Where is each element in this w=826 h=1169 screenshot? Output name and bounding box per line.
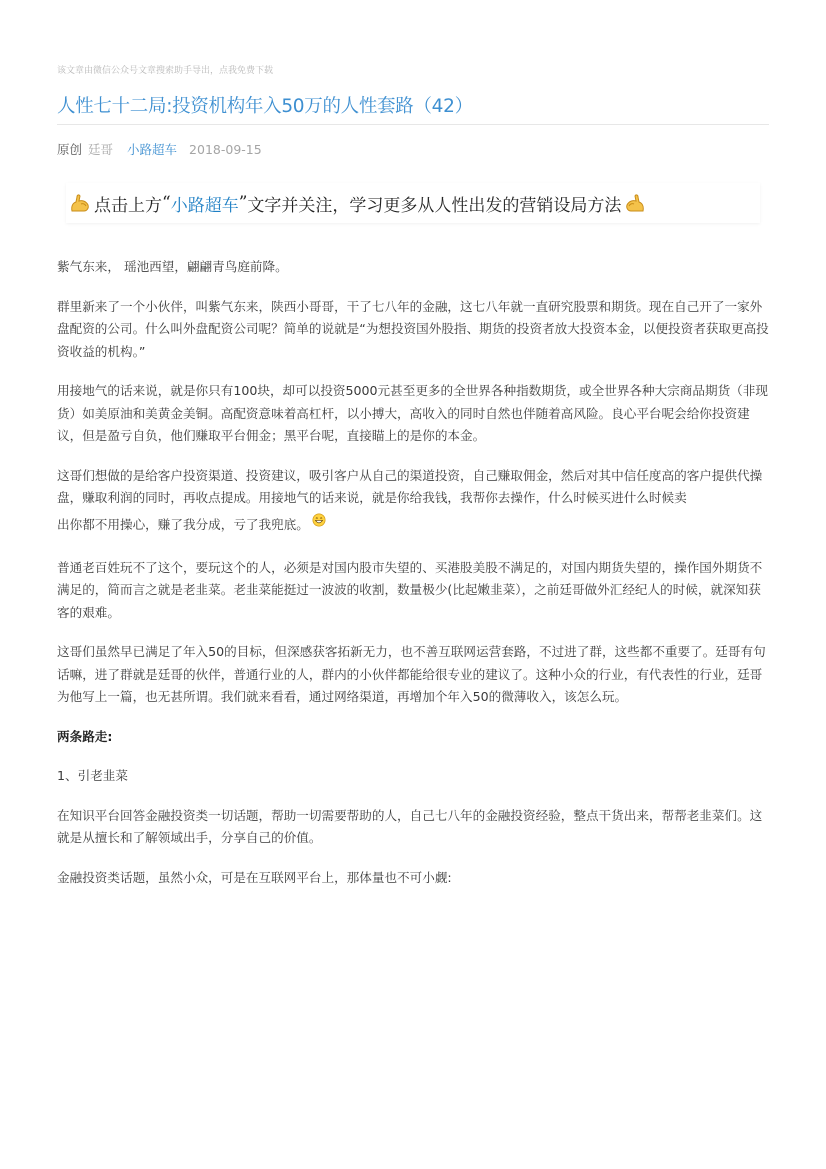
banner-account-link[interactable]: 小路超车 bbox=[170, 195, 239, 216]
paragraph: 用接地气的话来说，就是你只有100块，却可以投资5000元甚至更多的全世界各种指数期货，或全世界各种大宗商品期货（非现货）如美原油和美黄金美铜。高配资意味着高杠杆，以小搏大，高收入的同时自然也伴随着高风险。良心平台呢会给你投资建议，但是盈亏自负，他们赚取平台佣金；黑平台呢，直接瞄上的是你的本金。 bbox=[57, 383, 768, 443]
banner-open-quote: “ bbox=[162, 193, 171, 213]
flexed-arm-icon bbox=[623, 191, 647, 215]
paragraph: 群里新来了一个小伙伴，叫紫气东来，陕西小哥哥，干了七八年的金融，这七八年就一直研究股票和期货。现在自己开了一家外盘配资的公司。什么叫外盘配资公司呢？简单的说就是“为想投资国外股指、期货的投资者放大投资本金，以便投资者获取更高投资收益的机构。” bbox=[57, 298, 769, 359]
article-body bbox=[57, 256, 769, 906]
publish-date: 2018-09-15 bbox=[189, 142, 262, 157]
export-note-link[interactable]: 该文章由微信公众号文章搜索助手导出，点我免费下载 bbox=[57, 66, 274, 76]
banner-prefix: 点击上方 bbox=[94, 195, 162, 216]
banner-suffix: 文字并关注，学习更多从人性出发的营销设局方法 bbox=[247, 195, 622, 216]
paragraph-text: 出你都不用操心，赚了我分成，亏了我兜底。 bbox=[57, 516, 309, 532]
article-meta bbox=[57, 140, 262, 158]
paragraph: 这哥们虽然早已满足了年入50的目标，但深感获客拓新无力，也不善互联网运营套路，不过进了群，这些都不重要了。廷哥有句话嘛，进了群就是廷哥的伙伴，普通行业的人，群内的小伙伴都能给很专业的建议了。这种小众的行业，有代表性的行业，廷哥为他写上一篇，也无甚所谓。我们就来看看，通过网络渠道，再增加个年入50的微薄收入，该怎么玩。 bbox=[57, 644, 766, 704]
author-name: 廷哥 bbox=[88, 142, 114, 157]
banner-close-quote: ” bbox=[238, 193, 248, 213]
follow-banner[interactable] bbox=[66, 183, 760, 223]
grinning-face-icon bbox=[312, 513, 326, 527]
flexed-arm-icon bbox=[68, 191, 92, 215]
account-link[interactable]: 小路超车 bbox=[127, 142, 178, 157]
section-heading: 两条路走: bbox=[57, 728, 113, 744]
paragraph: 在知识平台回答金融投资类一切话题，帮助一切需要帮助的人，自己七八年的金融投资经验，整点干货出来，帮帮老韭菜们。这就是从擅长和了解领域出手，分享自己的价值。 bbox=[57, 807, 763, 845]
original-badge: 原创 bbox=[57, 142, 83, 157]
title-divider bbox=[57, 124, 769, 125]
paragraph: 金融投资类话题，虽然小众，可是在互联网平台上，那体量也不可小觑: bbox=[57, 869, 452, 885]
paragraph bbox=[57, 465, 769, 540]
paragraph: 紫气东来， 瑶池西望，翩翩青鸟庭前降。 bbox=[57, 259, 288, 274]
paragraph: 普通老百姓玩不了这个，要玩这个的人，必须是对国内股市失望的、买港股美股不满足的，对国内期货失望的，操作国外期货不满足的，简而言之就是老韭菜。老韭菜能挺过一波波的收割，数量极少(比起嫩韭菜），之前廷哥做外汇经纪人的时候，就深知获客的艰难。 bbox=[57, 559, 763, 620]
page-title: 人性七十二局:投资机构年入50万的人性套路（42） bbox=[57, 96, 473, 117]
paragraph-text: 这哥们想做的是给客户投资渠道、投资建议，吸引客户从自己的渠道投资，自己赚取佣金，然后对其中信任度高的客户提供代操盘，赚取利润的同时，再收点提成。用接地气的话来说，就是你给我钱，我帮你去操作，什么时候买进什么时候卖 bbox=[57, 467, 763, 505]
paragraph: 1、引老韭菜 bbox=[57, 768, 128, 783]
